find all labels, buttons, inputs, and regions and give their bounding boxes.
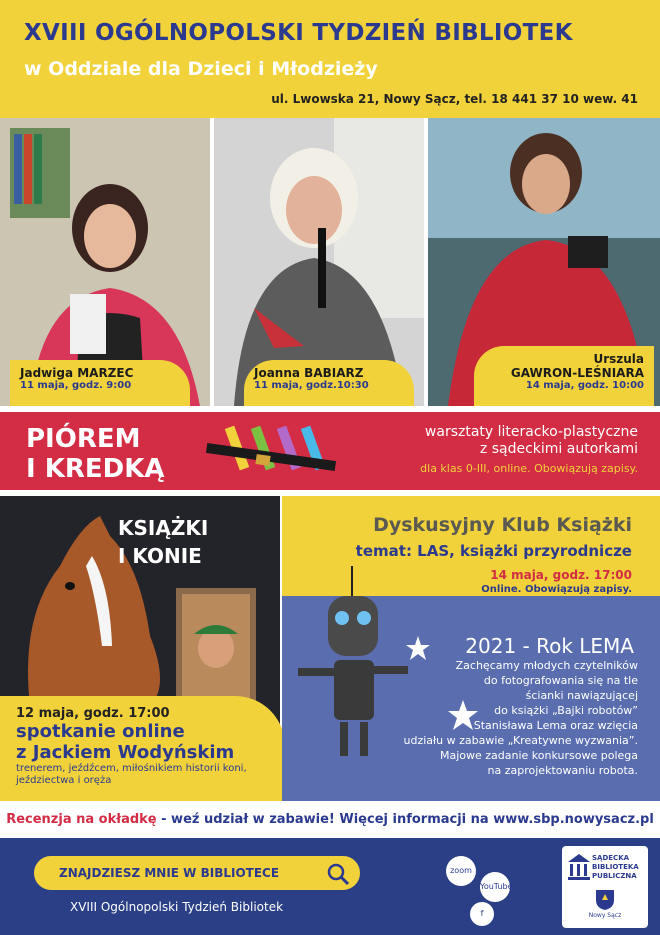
author-date: 11 maja, godz. 9:00 bbox=[20, 380, 132, 391]
horses-event-box bbox=[0, 696, 285, 801]
lem-title: 2021 - Rok LEMA bbox=[465, 634, 634, 658]
guest-photo bbox=[176, 588, 256, 712]
pen-crayons-icon bbox=[196, 420, 346, 486]
review-announcement bbox=[0, 806, 660, 834]
library-name-line: SĄDECKA bbox=[592, 854, 630, 862]
library-name-line: BIBLIOTEKA bbox=[592, 863, 639, 871]
horses-desc-line1: trenerem, jeźdźcem, miłośnikiem historii koni, bbox=[16, 763, 247, 774]
library-logo bbox=[562, 846, 648, 928]
lem-line: Zachęcamy młodych czytelników bbox=[455, 659, 638, 672]
library-name bbox=[592, 854, 639, 881]
book-club-date: 14 maja, godz. 17:00 bbox=[490, 568, 632, 582]
lem-line: Majowe zadanie konkursowe polega bbox=[440, 749, 638, 762]
author-photo-1 bbox=[0, 118, 210, 406]
lem-line: udziału w zabawie „Kreatywne wyzwania”. bbox=[403, 734, 638, 747]
header-banner bbox=[0, 0, 660, 118]
workshop-line1: warsztaty literacko-plastyczne bbox=[424, 424, 638, 440]
workshop-line2: z sądeckimi autorkami bbox=[479, 441, 638, 457]
horses-title bbox=[118, 514, 208, 570]
find-me-label: ZNAJDZIESZ MNIE W BIBLIOTECE bbox=[59, 866, 280, 880]
author-name-line1: Urszula bbox=[593, 352, 644, 366]
facebook-icon: f bbox=[470, 902, 494, 926]
library-name-line: PUBLICZNA bbox=[592, 872, 637, 880]
workshop-title-line1: PIÓREM bbox=[26, 424, 141, 454]
lem-line: Stanisława Lema oraz wzięcia bbox=[473, 719, 638, 732]
workshop-title bbox=[26, 424, 165, 484]
find-me-pill bbox=[34, 856, 360, 890]
lem-text bbox=[378, 658, 638, 778]
workshop-banner bbox=[0, 412, 660, 490]
author-photo-2 bbox=[214, 118, 424, 406]
youtube-icon: YouTube bbox=[480, 872, 510, 902]
lem-line: ścianki nawiązującej bbox=[525, 689, 638, 702]
zoom-icon: zoom bbox=[446, 856, 476, 886]
authors-photos bbox=[0, 118, 660, 406]
city-name: Nowy Sącz bbox=[588, 912, 622, 919]
author-caption-3 bbox=[474, 346, 654, 406]
page-subtitle: w Oddziale dla Dzieci i Młodzieży bbox=[24, 58, 378, 80]
page-title: XVIII OGÓLNOPOLSKI TYDZIEŃ BIBLIOTEK bbox=[24, 20, 573, 46]
book-club-note: Online. Obowiązują zapisy. bbox=[481, 584, 632, 595]
author-date: 11 maja, godz.10:30 bbox=[254, 380, 369, 391]
magnifier-icon bbox=[327, 863, 349, 885]
author-photo-3 bbox=[428, 118, 660, 406]
horses-event-line2: z Jackiem Wodyńskim bbox=[16, 742, 235, 763]
review-text: - weź udział w zabawie! Więcej informacji na www.sbp.nowysacz.pl bbox=[156, 812, 654, 827]
book-club-title: Dyskusyjny Klub Książki bbox=[373, 514, 632, 536]
horses-event-line1: spotkanie online bbox=[16, 721, 185, 742]
lem-section bbox=[282, 596, 660, 801]
library-building-icon bbox=[568, 854, 590, 880]
workshop-line3: dla klas 0-III, online. Obowiązują zapisy. bbox=[420, 462, 638, 475]
author-name: Jadwiga MARZEC bbox=[20, 366, 134, 380]
footer bbox=[0, 838, 660, 935]
author-name: Joanna BABIARZ bbox=[254, 366, 364, 380]
city-crest-icon bbox=[596, 890, 614, 910]
star-icon bbox=[406, 636, 430, 660]
lem-line: na zaprojektowaniu robota. bbox=[487, 764, 638, 777]
author-name-line2: GAWRON-LEŚNIARA bbox=[510, 366, 644, 380]
lem-line: do fotografowania się na tle bbox=[483, 674, 638, 687]
author-date: 14 maja, godz. 10:00 bbox=[525, 380, 644, 391]
lem-line: do książki „Bajki robotów” bbox=[494, 704, 638, 717]
author-caption-2 bbox=[244, 360, 414, 406]
horses-date: 12 maja, godz. 17:00 bbox=[16, 706, 170, 721]
footer-subtitle: XVIII Ogólnopolski Tydzień Bibliotek bbox=[70, 900, 284, 914]
horses-title-line2: I KONIE bbox=[118, 544, 202, 568]
horses-title-line1: KSIĄŻKI bbox=[118, 516, 209, 540]
horses-desc-line2: jeździectwa i oręża bbox=[16, 775, 112, 786]
workshop-desc bbox=[425, 424, 638, 458]
workshop-title-line2: I KREDKĄ bbox=[26, 454, 165, 484]
address: ul. Lwowska 21, Nowy Sącz, tel. 18 441 37 10 wew. 41 bbox=[271, 92, 638, 106]
horses-section bbox=[0, 496, 280, 801]
review-highlight: Recenzja na okładkę bbox=[6, 812, 157, 827]
book-club-topic: temat: LAS, książki przyrodnicze bbox=[355, 542, 632, 560]
author-caption-1 bbox=[10, 360, 190, 406]
